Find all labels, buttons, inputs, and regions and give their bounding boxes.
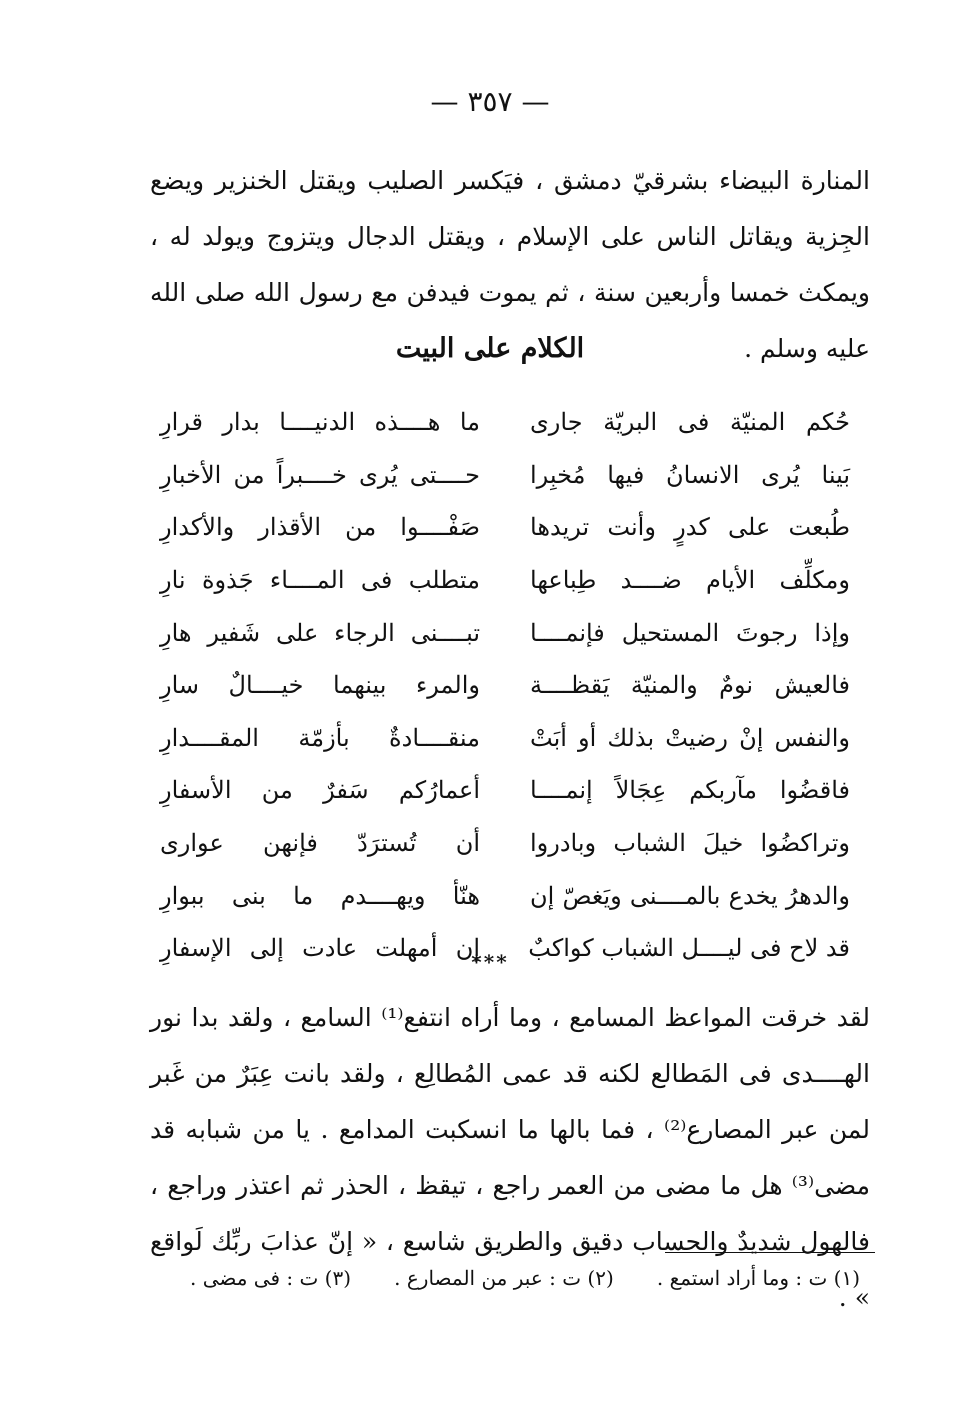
verse-first-hemistich: ومكلِّف الأيام ضــــد طِباعها <box>530 566 850 595</box>
poem-verse <box>160 606 850 659</box>
section-separator: *** <box>471 950 509 974</box>
poem-verse <box>160 396 850 449</box>
verse-first-hemistich: فاقضُوا مآربكم عِجَالاً إنمــــا <box>530 776 850 805</box>
verse-second-hemistich: أن تُسترَدّ فإنهن عوارى <box>160 829 480 858</box>
verse-second-hemistich: حــــتى يُرى خــــبراً من الأخبارِ <box>160 460 480 489</box>
verse-first-hemistich: وتراكضُوا خيلَ الشباب وبادروا <box>530 829 850 858</box>
footnote-3: (٣) ت : فى مضى . <box>190 1266 352 1290</box>
verse-second-hemistich: هنّأ ويهــــدم ما بنى ببوارِ <box>160 881 480 910</box>
verse-second-hemistich: منقــــادةٌ بأزمّة المقــــدارِ <box>160 723 480 752</box>
poem-verse <box>160 869 850 922</box>
opening-paragraph: المنارة البيضاء بشرقيّ دمشق ، فيَكسر الصليب ويقتل الخنزير ويضع الجِزية ويقاتل الناس على الإسلام ، ويقتل الدجال ويتزوج ويولد له ، ويمكث خمسا وأربعين سنة ، ثم يموت فيدفن مع رسول الله صلى الله عليه وسلم . <box>150 166 870 363</box>
page-number: — ٣٥٧ — <box>430 85 550 118</box>
poem-verse <box>160 764 850 817</box>
poem-verse <box>160 449 850 502</box>
verse-second-hemistich: ما هــــذه الدنيــــا بدار قرارِ <box>160 408 480 437</box>
verse-first-hemistich: وإذا رجوتَ المستحيل فإنمــــا <box>530 618 850 647</box>
poem-verse <box>160 554 850 607</box>
verse-first-hemistich: طُبعت على كدرٍ وأنت تريدها <box>530 513 850 542</box>
footnote-2: (٢) ت : عبر من المصارع . <box>394 1266 614 1290</box>
verse-first-hemistich: فالعيش نومٌ والمنيّة يَقظــــة <box>530 671 850 700</box>
verse-first-hemistich: قد لاح فى ليــــل الشباب كواكبٌ <box>528 934 850 963</box>
footnotes <box>190 1260 860 1296</box>
verse-second-hemistich: إن أمهلت عادت إلى الإسفارِ <box>160 934 480 963</box>
poem <box>160 396 850 975</box>
verse-first-hemistich: والنفس إنْ رضيتْ بذلك أو أبَتْ <box>530 723 850 752</box>
verse-first-hemistich: والدهرُ يخدع بالمــــنى ويَغصّ إن <box>530 881 850 910</box>
verse-second-hemistich: والمرء بينهما خيــــالٌ سارِ <box>160 671 480 700</box>
footnote-divider <box>665 1252 875 1253</box>
poem-verse <box>160 659 850 712</box>
verse-second-hemistich: أعمارُكم سَفرٌ من الأسفارِ <box>160 776 480 805</box>
poem-verse <box>160 501 850 554</box>
footnote-1: (١) ت : وما أراد استمع . <box>656 1266 860 1290</box>
verse-second-hemistich: صَفْــــوا من الأقذار والأكدارِ <box>160 513 480 542</box>
verse-first-hemistich: حُكم المنيّة فى البريّة جارى <box>530 408 850 437</box>
verse-second-hemistich: متطلب فى المــــاء جَذوة نارِ <box>160 566 480 595</box>
poem-verse <box>160 817 850 870</box>
sermon-paragraph: لقد خرقت المواعظ المسامع ، وما أراه انتفع⁽¹⁾ السامع ، ولقد بدا نور الهــــدى فى المَطالع لكنه قد عمى المُطالِع ، ولقد بانت عِبَرٌ من غَبر لمن عبر المصارع⁽²⁾ ، فما بالها ما انسكبت المدامع . يا من شبابه قد مضى⁽³⁾ هل ما مضى من العمر راجع ، تيقظ ، الحذر ثم اعتذر وراجع ، فالهول شديدٌ والحساب دقيق والطريق شاسع ، « إنّ عذابَ ربِّك لَواقع » . <box>150 1003 870 1312</box>
verse-second-hemistich: تبــــنى الرجاء على شَفير هارِ <box>160 618 480 647</box>
poem-verse <box>160 712 850 765</box>
section-title: الكلام على البيت <box>395 333 585 364</box>
verse-first-hemistich: بَينا يُرى الانسانُ فيها مُخبِرا <box>530 460 850 489</box>
